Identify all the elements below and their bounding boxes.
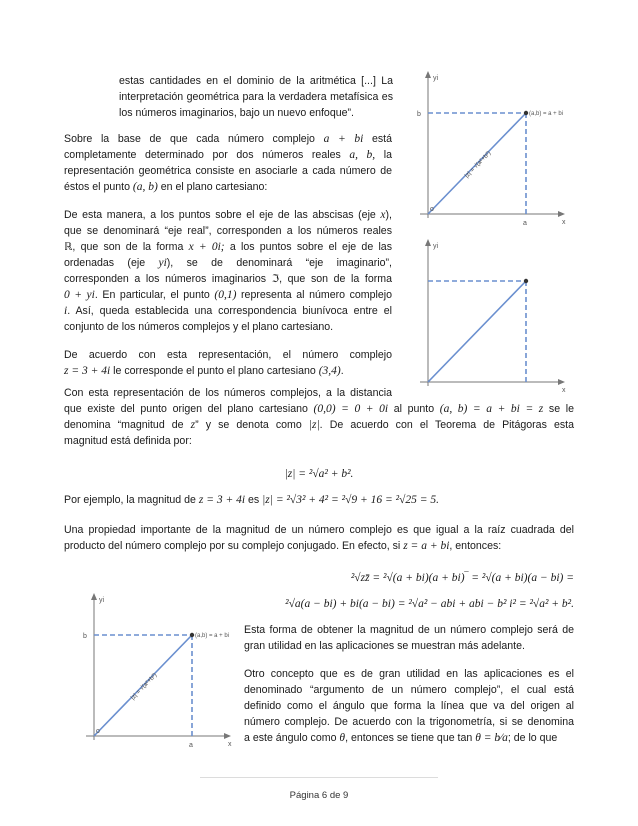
- math: (3,4): [318, 365, 341, 377]
- origin-label: o: [430, 206, 434, 213]
- text: .: [340, 365, 344, 377]
- text: De esta manera, a los puntos sobre el eje de las abscisas (eje: [64, 209, 381, 221]
- text: éstos el punto: [64, 181, 133, 193]
- complex-plane-figure-3: [76, 590, 236, 750]
- text: al punto: [388, 403, 440, 415]
- text: producto del número complejo por su complejo conjugado. En efecto, si: [64, 540, 404, 552]
- point-label: (a,b) = a + bi: [529, 111, 564, 117]
- footer-divider: [200, 777, 438, 778]
- paragraph-7: [244, 666, 574, 746]
- math: (0,1): [214, 289, 237, 301]
- text: ordenadas (eje: [64, 257, 159, 269]
- text: De acuerdo con esta representación, el número complejo: [64, 349, 392, 361]
- b-label: b: [417, 111, 421, 118]
- paragraph-6: [244, 622, 574, 654]
- text: Una propiedad importante de la magnitud de un número complejo es que igual a la raíz cuadrada del: [64, 524, 574, 536]
- point-marker: [524, 279, 528, 283]
- quote-line: estas cantidades en el dominio de la aritmética [...] La: [119, 75, 393, 87]
- text: se le: [543, 403, 574, 415]
- math: z: [190, 419, 196, 431]
- text: Sobre la base de que cada número complejo: [64, 133, 324, 145]
- quote-block: [119, 73, 393, 121]
- math: |z|: [308, 419, 320, 431]
- text: ),: [385, 209, 392, 221]
- point-marker: [190, 633, 194, 637]
- y-axis-label: yi: [99, 597, 105, 604]
- complex-plane-figure-2: [410, 236, 570, 396]
- x-axis-arrow: [558, 211, 565, 217]
- text: le corresponde el punto el plano cartesiano: [110, 365, 319, 377]
- math: (a, b) = a + bi = z: [439, 403, 544, 415]
- text: corresponden a los números imaginarios ℑ, que son de la forma: [64, 273, 392, 285]
- paragraph-5: [64, 522, 574, 554]
- text: a este ángulo como: [244, 732, 340, 744]
- text: . De acuerdo con el Teorema de Pitágoras esta: [319, 419, 574, 431]
- text: la: [375, 149, 392, 161]
- text: que se denominará “eje real”, corresponden a los números reales: [64, 225, 392, 237]
- math: a + bi: [323, 133, 364, 145]
- text: ; de lo que: [507, 732, 558, 744]
- complex-plane-figure-1: [410, 68, 570, 228]
- text: Por ejemplo, la magnitud de: [64, 494, 199, 506]
- x-axis-label: x: [228, 741, 232, 748]
- math: x + 0i;: [188, 241, 225, 253]
- text: . Así, queda establecida una correspondencia biunívoca entre el: [67, 305, 392, 317]
- magnitude-label: |z| = √(a²+b²): [464, 150, 493, 180]
- paragraph-2: [64, 207, 392, 335]
- math: z = 3 + 4i: [64, 365, 111, 377]
- quote-line: interpretación geométrica para la verdadera metafísica es: [119, 91, 393, 103]
- text: representación geométrica consiste en asociarle a cada número de: [64, 165, 392, 177]
- paragraph-3: [64, 347, 392, 379]
- math: x: [380, 209, 386, 221]
- math: z = a + bi: [403, 540, 450, 552]
- text: , entonces se tiene que tan: [345, 732, 476, 744]
- point-label: (a,b) = a + bi: [195, 633, 230, 639]
- y-axis-label: yi: [433, 75, 439, 82]
- point-marker: [524, 111, 528, 115]
- math: (0,0) = 0 + 0i: [313, 403, 389, 415]
- text: ), se de denominará “eje imaginario”,: [166, 257, 392, 269]
- magnitude-line: [428, 281, 526, 382]
- text: está: [363, 133, 392, 145]
- math: (a, b): [132, 181, 158, 193]
- formula-conjugate-1: ²√zz̄ = ²√(a + bi)(a + bi)‾ = ²√(a + bi)(a − bi) =: [350, 572, 574, 584]
- text: en el plano cartesiano:: [157, 181, 268, 193]
- text: magnitud está definida por:: [64, 435, 192, 447]
- math: yi: [158, 257, 167, 269]
- formula-conjugate-2: ²√a(a − bi) + bi(a − bi) = ²√a² − abi + abi − b² i² = ²√a² + b².: [285, 598, 574, 610]
- text: denominado “argumento de un número complejo”, el cual está: [244, 684, 574, 696]
- text: ℝ, que son de la forma: [64, 241, 189, 253]
- page-number: Página 6 de 9: [289, 790, 349, 801]
- origin-label: o: [96, 728, 100, 735]
- text: Con esta representación de los números complejos, a la distancia: [64, 387, 392, 399]
- x-axis-arrow: [558, 379, 565, 385]
- text: definido como el ángulo que forma la línea que va del origen al: [244, 700, 574, 712]
- x-axis-label: x: [562, 387, 566, 394]
- text: Esta forma de obtener la magnitud de un número complejo será de: [244, 624, 574, 636]
- text: a los puntos sobre el eje de las: [224, 241, 392, 253]
- text: , entonces:: [449, 540, 502, 552]
- x-axis-label: x: [562, 219, 566, 226]
- a-label: a: [189, 742, 193, 749]
- text: que existe del punto origen del plano cartesiano: [64, 403, 314, 415]
- math: θ = b⁄a: [475, 732, 508, 744]
- paragraph-1: [64, 131, 392, 195]
- text: denomina “magnitud de: [64, 419, 191, 431]
- text: número complejo. De acuerdo con la trigonometría, si se denomina: [244, 716, 574, 728]
- text: Otro concepto que es de gran utilidad en las aplicaciones es el: [244, 668, 574, 680]
- y-axis-arrow: [425, 71, 431, 78]
- math: θ: [339, 732, 346, 744]
- text: representa al número complejo: [236, 289, 392, 301]
- text: gran utilidad en las aplicaciones se muestran más adelante.: [244, 640, 525, 652]
- text: ” y se denota como: [195, 419, 309, 431]
- example-line: [64, 492, 574, 508]
- math: |z| = ²√3² + 4² = ²√9 + 16 = ²√25 = 5.: [262, 494, 440, 506]
- text: conjunto de los números complejos y el plano cartesiano.: [64, 321, 334, 333]
- y-axis-label: yi: [433, 243, 439, 250]
- formula-magnitude: |z| = ²√a² + b².: [284, 468, 354, 480]
- x-axis-arrow: [224, 733, 231, 739]
- text: es: [245, 494, 263, 506]
- text: completamente determinado por dos números reales: [64, 149, 350, 161]
- math: a, b,: [349, 149, 376, 161]
- math: z = 3 + 4i: [198, 494, 246, 506]
- math: i: [64, 305, 68, 317]
- magnitude-label: |z| = √(a²+b²): [130, 672, 159, 702]
- text: . En particular, el punto: [94, 289, 215, 301]
- y-axis-arrow: [425, 239, 431, 246]
- b-label: b: [83, 633, 87, 640]
- quote-line: los números imaginarios, bajo un nuevo enfoque”.: [119, 107, 354, 119]
- a-label: a: [523, 220, 527, 227]
- math: 0 + yi: [64, 289, 95, 301]
- y-axis-arrow: [91, 593, 97, 600]
